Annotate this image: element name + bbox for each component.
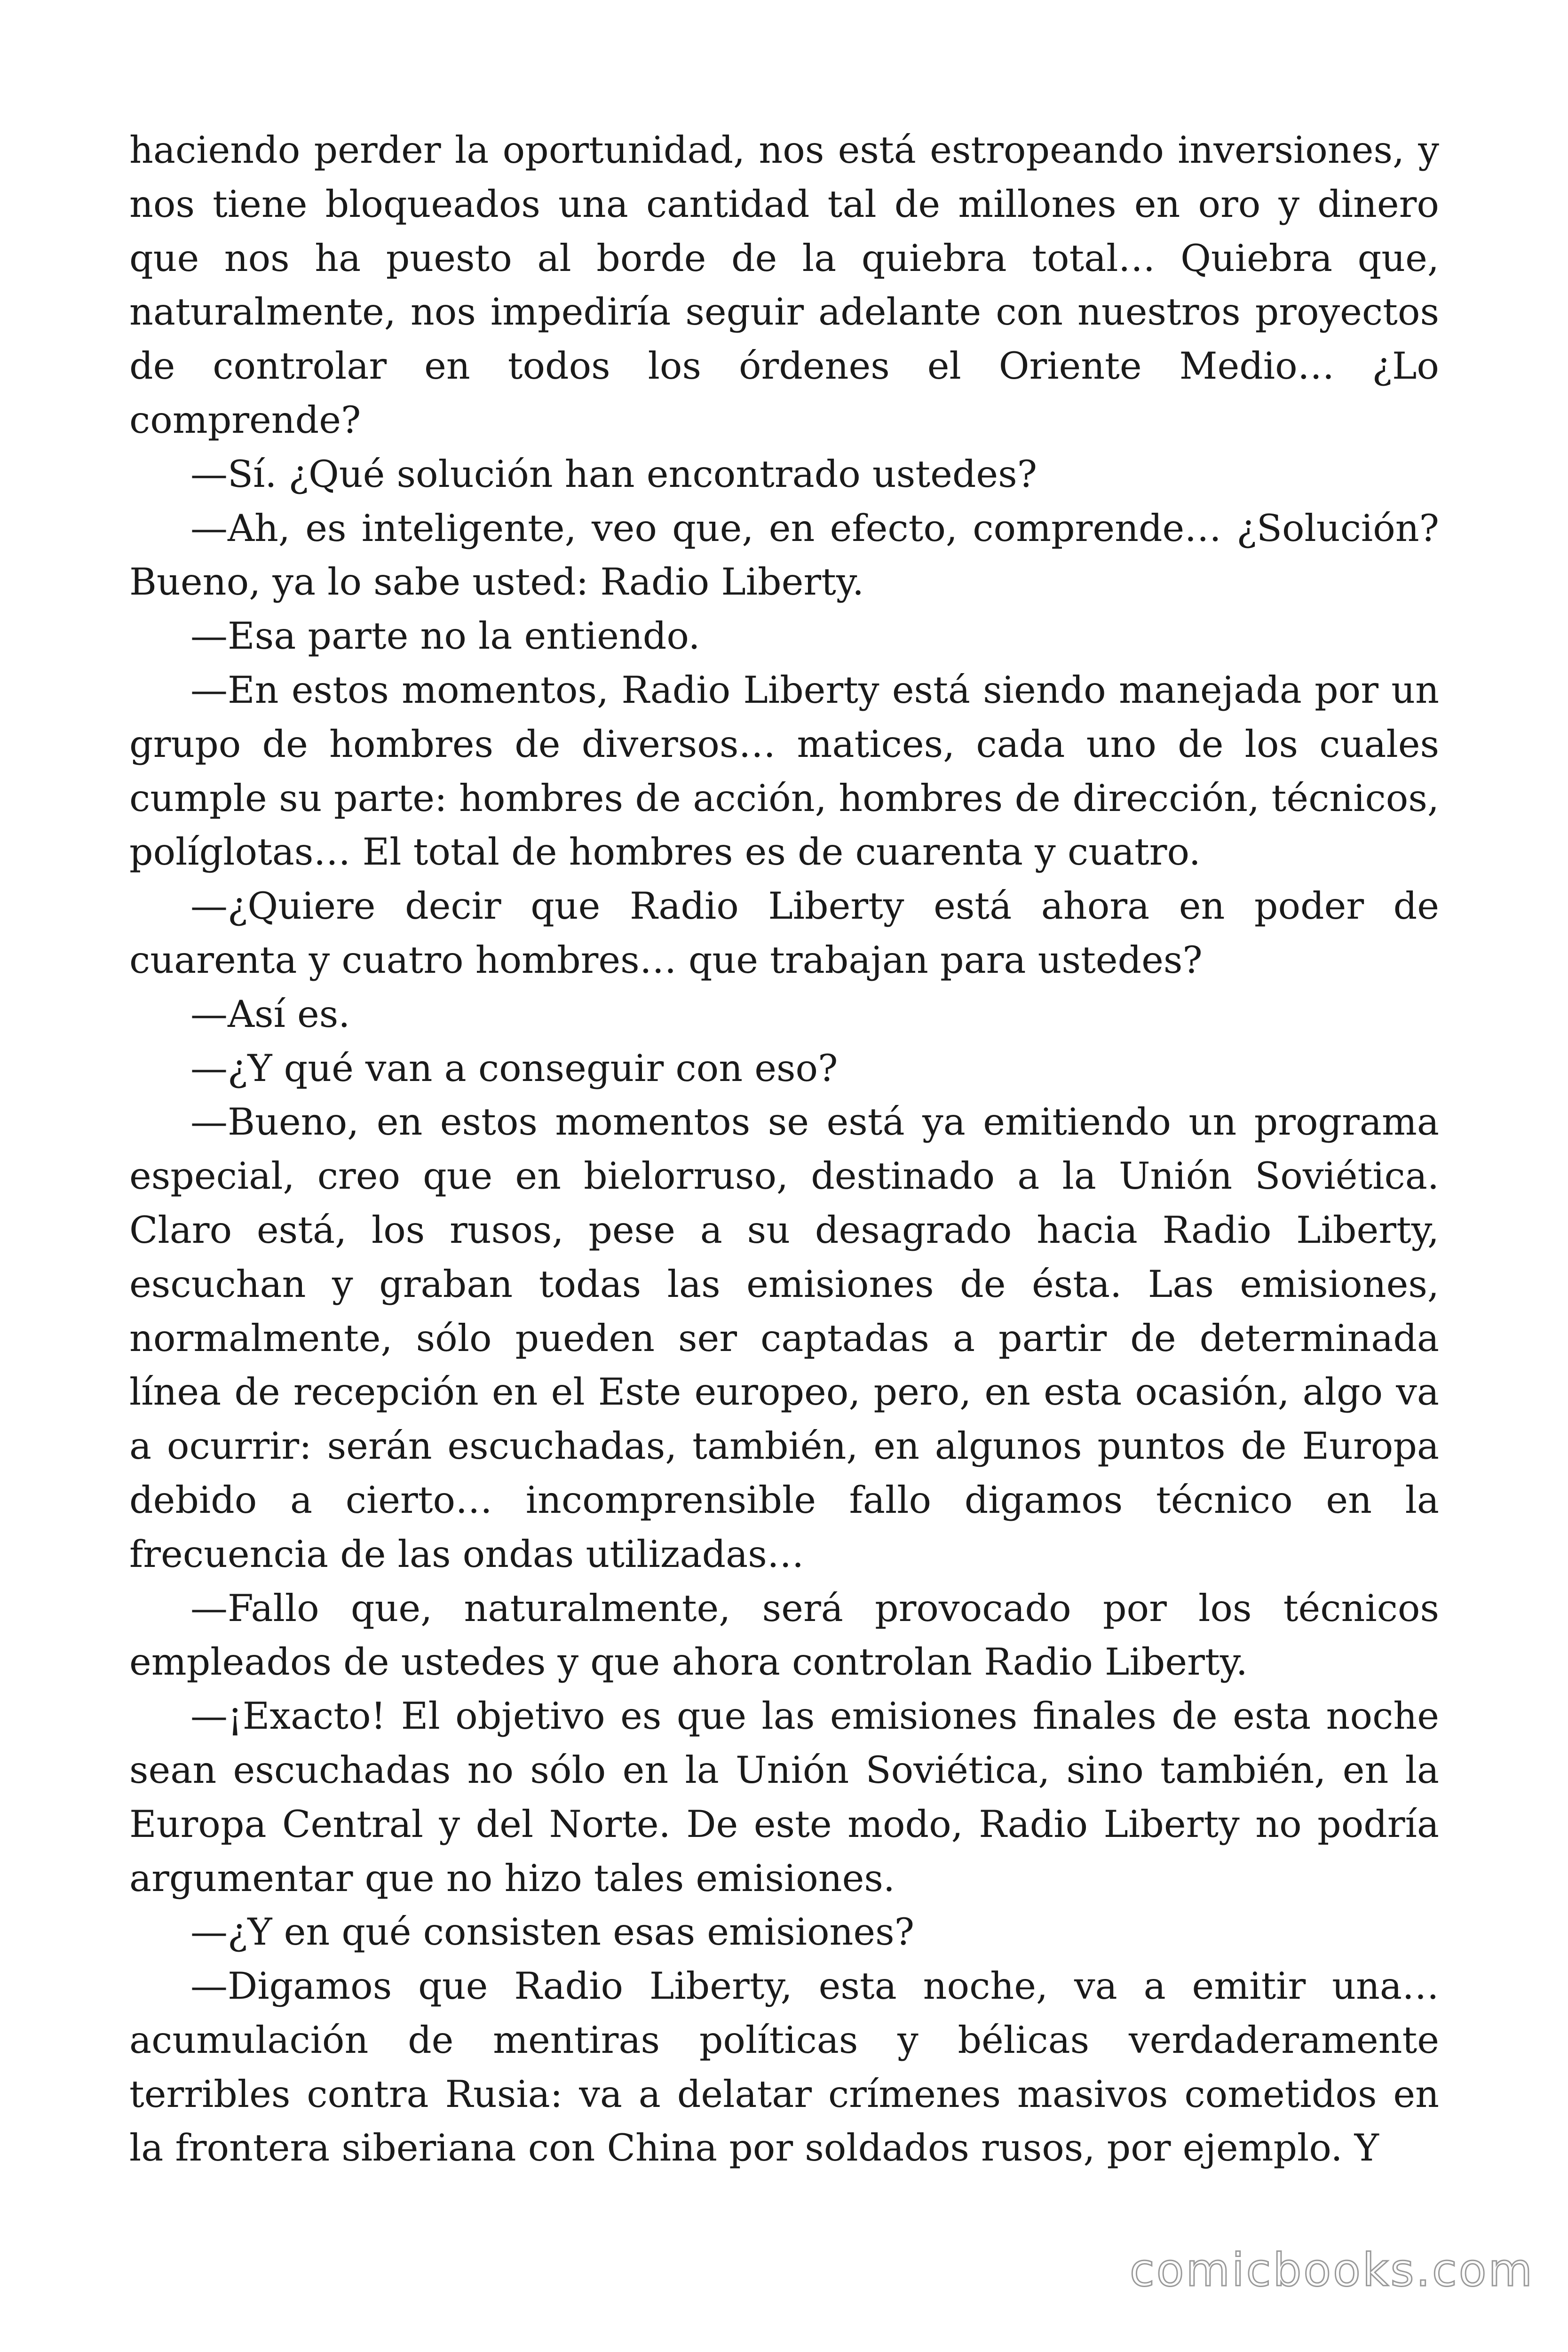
paragraph: —¿Y qué van a conseguir con eso? [190, 1046, 838, 1090]
paragraph: haciendo perder la oportunidad, nos está estropeando inversiones, y nos tiene bloqueados una cantidad tal de millones en oro y dinero que nos ha puesto al borde de la quiebra total… Quiebra que, naturalmente, nos impediría seguir adelante con nuestros proyectos de controlar en todos los órdenes el Oriente Medio… ¿Lo comprende? [129, 128, 1439, 442]
paragraph: —¿Y en qué consisten esas emisiones? [190, 1910, 915, 1954]
paragraph: —En estos momentos, Radio Liberty está siendo manejada por un grupo de hombres de diversos… matices, cada uno de los cuales cumple su parte: hombres de acción, hombres de dirección, técnicos, políglotas… El total de hombres es de cuarenta y cuatro. [129, 668, 1439, 874]
site-watermark: comicbooks.com [1129, 2244, 1534, 2296]
paragraph: —¡Exacto! El objetivo es que las emisiones finales de esta noche sean escuchadas no sólo en la Unión Soviética, sino también, en la Europa Central y del Norte. De este modo, Radio Liberty no podría argumentar que no hizo tales emisiones. [129, 1694, 1439, 1900]
paragraph: —Sí. ¿Qué solución han encontrado ustedes? [190, 452, 1037, 496]
paragraph: —Esa parte no la entiendo. [190, 614, 700, 658]
body-text [129, 123, 1439, 2175]
paragraph: —Así es. [190, 992, 350, 1036]
paragraph: —Ah, es inteligente, veo que, en efecto, comprende… ¿Solución? Bueno, ya lo sabe usted: Radio Liberty. [129, 506, 1439, 604]
paragraph: —¿Quiere decir que Radio Liberty está ahora en poder de cuarenta y cuatro hombres… que trabajan para ustedes? [129, 884, 1439, 982]
paragraph: —Bueno, en estos momentos se está ya emitiendo un programa especial, creo que en bielorruso, destinado a la Unión Soviética. Claro está, los rusos, pese a su desagrado hacia Radio Liberty, escuchan y graban todas las emisiones de ésta. Las emisiones, normalmente, sólo pueden ser captadas a partir de determinada línea de recepción en el Este europeo, pero, en esta ocasión, algo va a ocurrir: serán escuchadas, también, en algunos puntos de Europa debido a cierto… incomprensible fallo digamos técnico en la frecuencia de las ondas utilizadas… [129, 1100, 1439, 1576]
paragraph: —Digamos que Radio Liberty, esta noche, va a emitir una… acumulación de mentiras políticas y bélicas verdaderamente terribles contra Rusia: va a delatar crímenes masivos cometidos en la frontera siberiana con China por soldados rusos, por ejemplo. Y [129, 1964, 1439, 2170]
paragraph: —Fallo que, naturalmente, será provocado por los técnicos empleados de ustedes y que ahora controlan Radio Liberty. [129, 1586, 1439, 1684]
